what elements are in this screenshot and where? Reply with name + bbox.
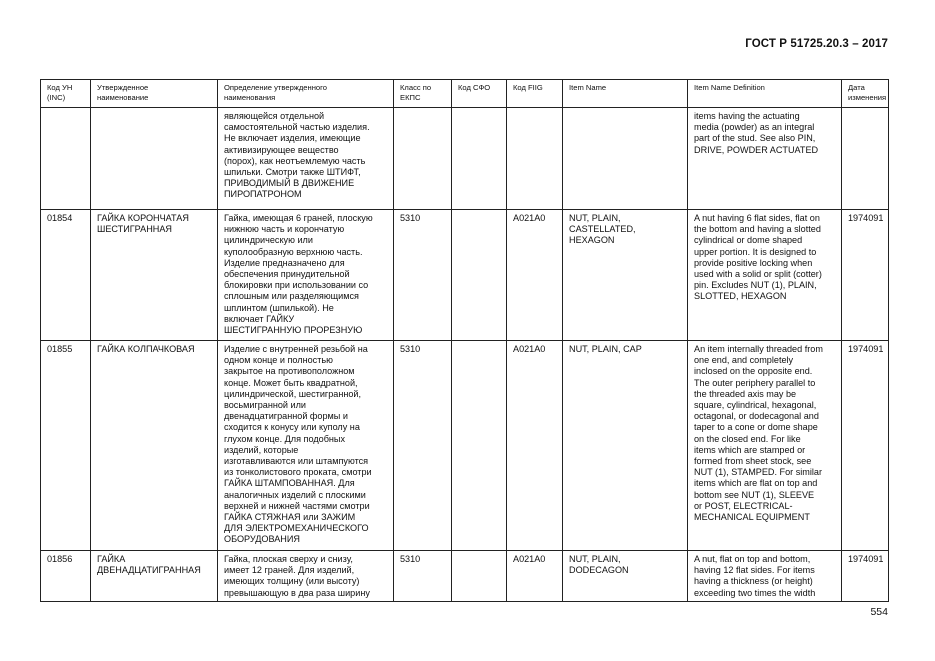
sfo-cell — [452, 210, 507, 341]
item-definition-cell: items having the actuating media (powder) as an integral part of the stud. See also PIN, DRIVE, POWDER ACTUATED — [688, 108, 842, 210]
column-header-definition: Определение утвержденного наименования — [218, 80, 394, 108]
definition-cell: Гайка, имеющая 6 граней, плоскую нижнюю часть и корончатую цилиндрическую или куполообразную верхнюю часть. Изделие предназначено для обеспечения принудительной блокировки при использовании со сплошным или разделяющимся шплинтом (шпилькой). Не включает ГАЙКУ ШЕСТИГРАННУЮ ПРОРЕЗНУЮ — [218, 210, 394, 341]
item-definition-cell: A nut, flat on top and bottom, having 12 flat sides. For items having a thickness (or height) exceeding two times the width — [688, 551, 842, 602]
date-cell — [842, 108, 889, 210]
fiig-cell: A021A0 — [507, 341, 563, 551]
inc-cell: 01855 — [41, 341, 91, 551]
item-name-cell — [563, 108, 688, 210]
ekps-cell: 5310 — [394, 551, 452, 602]
sfo-cell — [452, 108, 507, 210]
definition-cell: Изделие с внутренней резьбой на одном конце и полностью закрытое на противоположном конце. Может быть квадратной, цилиндрической, шестигранной, восьмигранной или двенадцатигранной формы и сходится к конусу или куполу на глухом конце. Для подобных изделий, которые изготавливаются или штампуются из тонколистового проката, смотри ГАЙКА ШТАМПОВАННАЯ. Для аналогичных изделий с плоскими верхней и нижней частями смотри ГАЙКА СТЯЖНАЯ или ЗАЖИМ ДЛЯ ЭЛЕКТРОМЕХАНИЧЕСКОГО ОБОРУДОВАНИЯ — [218, 341, 394, 551]
item-definition-cell: A nut having 6 flat sides, flat on the bottom and having a slotted cylindrical or dome shaped upper portion. It is designed to provide positive locking when used with a solid or split (cotter) pin. Excludes NUT (1), PLAIN, SLOTTED, HEXAGON — [688, 210, 842, 341]
fiig-cell: A021A0 — [507, 210, 563, 341]
fiig-cell — [507, 108, 563, 210]
item-name-cell: NUT, PLAIN, CAP — [563, 341, 688, 551]
fiig-cell: A021A0 — [507, 551, 563, 602]
inc-cell — [41, 108, 91, 210]
table-row — [41, 341, 889, 551]
column-header-sfo-code: Код СФО — [452, 80, 507, 108]
column-header-approved-name: Утвержденное наименование — [91, 80, 218, 108]
column-header-item-name-definition: Item Name Definition — [688, 80, 842, 108]
ekps-cell — [394, 108, 452, 210]
column-header-inc: Код УН (INC) — [41, 80, 91, 108]
column-header-change-date: Дата изменения — [842, 80, 889, 108]
approved-name-cell: ГАЙКА КОЛПАЧКОВАЯ — [91, 341, 218, 551]
table-row — [41, 551, 889, 602]
definition-cell: являющейся отдельной самостоятельной частью изделия. Не включает изделия, имеющие активизирующее вещество (порох), как неотъемлемую часть шпильки. Смотри также ШТИФТ, ПРИВОДИМЫЙ В ДВИЖЕНИЕ ПИРОПАТРОНОМ — [218, 108, 394, 210]
document-header: ГОСТ Р 51725.20.3 – 2017 — [745, 38, 888, 50]
nomenclature-table — [40, 79, 889, 602]
definition-cell: Гайка, плоская сверху и снизу, имеет 12 граней. Для изделий, имеющих толщину (или высоту) превышающую в два раза ширину — [218, 551, 394, 602]
table-header-row — [41, 80, 889, 108]
item-name-cell: NUT, PLAIN, DODECAGON — [563, 551, 688, 602]
approved-name-cell — [91, 108, 218, 210]
page-number: 554 — [870, 606, 888, 618]
item-definition-cell: An item internally threaded from one end, and completely inclosed on the opposite end. The outer periphery parallel to the threaded axis may be square, cylindrical, hexagonal, octagonal, or dodecagonal and taper to a cone or dome shape on the closed end. For like items which are stamped or formed from sheet stock, see NUT (1), STAMPED. For similar items which are flat on top and bottom see NUT (1), SLEEVE or POST, ELECTRICAL- MECHANICAL EQUIPMENT — [688, 341, 842, 551]
date-cell: 1974091 — [842, 551, 889, 602]
table-row — [41, 108, 889, 210]
inc-cell: 01854 — [41, 210, 91, 341]
sfo-cell — [452, 341, 507, 551]
column-header-ekps-class: Класс по ЕКПС — [394, 80, 452, 108]
date-cell: 1974091 — [842, 341, 889, 551]
item-name-cell: NUT, PLAIN, CASTELLATED, HEXAGON — [563, 210, 688, 341]
approved-name-cell: ГАЙКА КОРОНЧАТАЯ ШЕСТИГРАННАЯ — [91, 210, 218, 341]
date-cell: 1974091 — [842, 210, 889, 341]
ekps-cell: 5310 — [394, 341, 452, 551]
table-row — [41, 210, 889, 341]
column-header-fiig-code: Код FIIG — [507, 80, 563, 108]
inc-cell: 01856 — [41, 551, 91, 602]
ekps-cell: 5310 — [394, 210, 452, 341]
column-header-item-name: Item Name — [563, 80, 688, 108]
approved-name-cell: ГАЙКА ДВЕНАДЦАТИГРАННАЯ — [91, 551, 218, 602]
sfo-cell — [452, 551, 507, 602]
